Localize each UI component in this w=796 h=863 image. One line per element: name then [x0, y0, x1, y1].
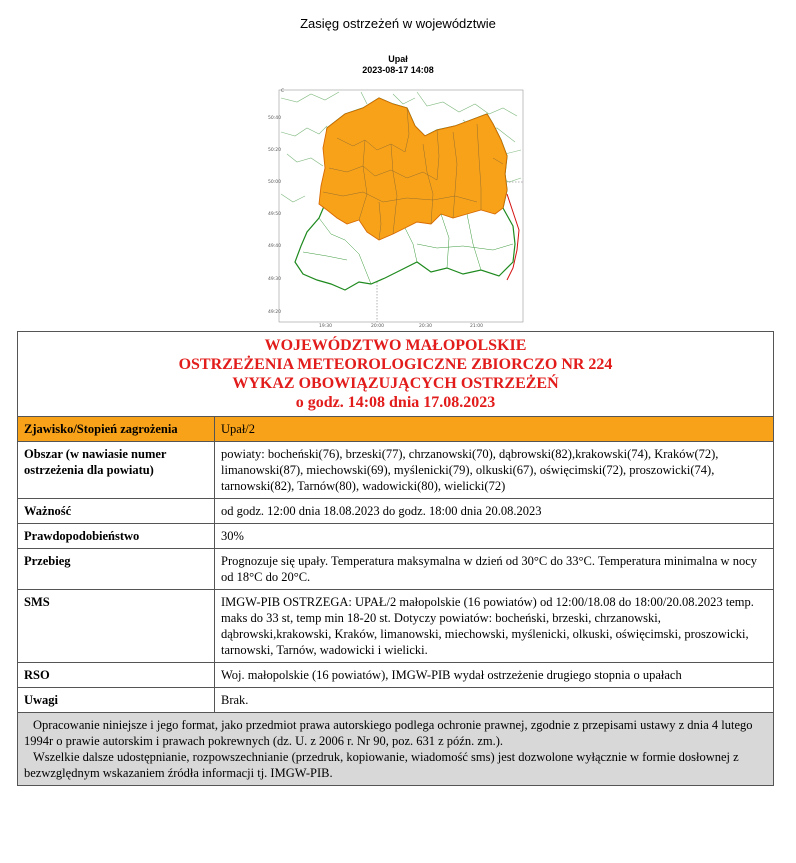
map-phenomenon-label: Upał: [388, 54, 408, 64]
course-value: Prognozuje się upały. Temperatura maksymalna w dzień od 30°C do 33°C. Temperatura minimalna w nocy od 18°C do 20°C.: [215, 549, 774, 590]
table-row: [18, 688, 774, 713]
lon-label: 20:00: [371, 324, 384, 329]
validity-label: Ważność: [18, 499, 215, 524]
probability-value: 30%: [215, 524, 774, 549]
area-label: Obszar (w nawiasie numer ostrzeżenia dla powiatu): [18, 442, 215, 499]
copyright-notice: [18, 713, 774, 786]
lat-label: 50:20: [268, 148, 281, 153]
distribution-paragraph: Wszelkie dalsze udostępnianie, rozpowszechnianie (przedruk, kopiowanie, wiadomość sms) jest dozwolone wyłącznie w formie dosłownej z bezwzględnym wskazaniem źródła informacji tj. IMGW-PIB.: [24, 750, 739, 780]
remarks-value: Brak.: [215, 688, 774, 713]
table-row: [18, 417, 774, 442]
table-row: [18, 524, 774, 549]
lon-label: 20:30: [419, 324, 432, 329]
copyright-row: [18, 713, 774, 786]
header-region: WOJEWÓDZTWO MAŁOPOLSKIE: [264, 337, 527, 354]
sms-label: SMS: [18, 590, 215, 663]
map-corner-label: C: [281, 89, 285, 94]
warning-table: [17, 331, 774, 786]
course-label: Przebieg: [18, 549, 215, 590]
table-row: [18, 499, 774, 524]
lat-label: 49:40: [268, 244, 281, 249]
lon-label: 19:30: [319, 324, 332, 329]
lat-label: 49:30: [268, 277, 281, 282]
table-row: [18, 590, 774, 663]
warning-map: [267, 84, 529, 332]
rso-value: Woj. małopolskie (16 powiatów), IMGW-PIB wydał ostrzeżenie drugiego stopnia o upałach: [215, 663, 774, 688]
header-list-title: WYKAZ OBOWIĄZUJĄCYCH OSTRZEŻEŃ: [232, 375, 559, 392]
phenomenon-label: Zjawisko/Stopień zagrożenia: [18, 417, 215, 442]
page-title: Zasięg ostrzeżeń w województwie: [300, 16, 496, 31]
probability-label: Prawdopodobieństwo: [18, 524, 215, 549]
lat-label: 50:00: [268, 180, 281, 185]
validity-value: od godz. 12:00 dnia 18.08.2023 do godz. 18:00 dnia 20.08.2023: [215, 499, 774, 524]
lon-label: 21:00: [470, 324, 483, 329]
table-header-row: [18, 332, 774, 417]
map-timestamp-label: 2023-08-17 14:08: [362, 65, 434, 75]
warning-map-svg: [267, 84, 529, 332]
lat-label: 50:40: [268, 116, 281, 121]
table-row: [18, 442, 774, 499]
header-bulletin: OSTRZEŻENIA METEOROLOGICZNE ZBIORCZO NR 224: [178, 356, 613, 373]
table-row: [18, 663, 774, 688]
phenomenon-value: Upał/2: [215, 417, 774, 442]
header-issue-time: o godz. 14:08 dnia 17.08.2023: [295, 394, 496, 411]
table-row: [18, 549, 774, 590]
sms-value: IMGW-PIB OSTRZEGA: UPAŁ/2 małopolskie (16 powiatów) od 12:00/18.08 do 18:00/20.08.2023 temp. maks do 33 st, temp min 18-20 st. Dotyczy powiatów: bocheński, brzeski, chrzanowski, dąbrowski,krakowski, Kraków, limanowski, miechowski, myślenicki, olkuski, oświęcimski, proszowicki, tarnowski, Tarnów, wadowicki i wielicki.: [215, 590, 774, 663]
copyright-paragraph: Opracowanie niniejsze i jego format, jako przedmiot prawa autorskiego podlega ochronie prawnej, zgodnie z przepisami ustawy z dnia 4 lutego 1994r o prawie autorskim i prawach pokrewnych (dz. U. z 2006 r. Nr 90, poz. 631 z późn. zm.).: [24, 718, 753, 748]
table-header: [18, 332, 774, 417]
area-value: powiaty: bocheński(76), brzeski(77), chrzanowski(70), dąbrowski(82),krakowski(74), Kraków(72), limanowski(87), miechowski(69), myślenicki(79), olkuski(67), oświęcimski(72), proszowicki(74), tarnowski(82), Tarnów(80), wadowicki(80), wielicki(72): [215, 442, 774, 499]
rso-label: RSO: [18, 663, 215, 688]
lat-label: 49:20: [268, 310, 281, 315]
remarks-label: Uwagi: [18, 688, 215, 713]
lat-label: 49:50: [268, 212, 281, 217]
